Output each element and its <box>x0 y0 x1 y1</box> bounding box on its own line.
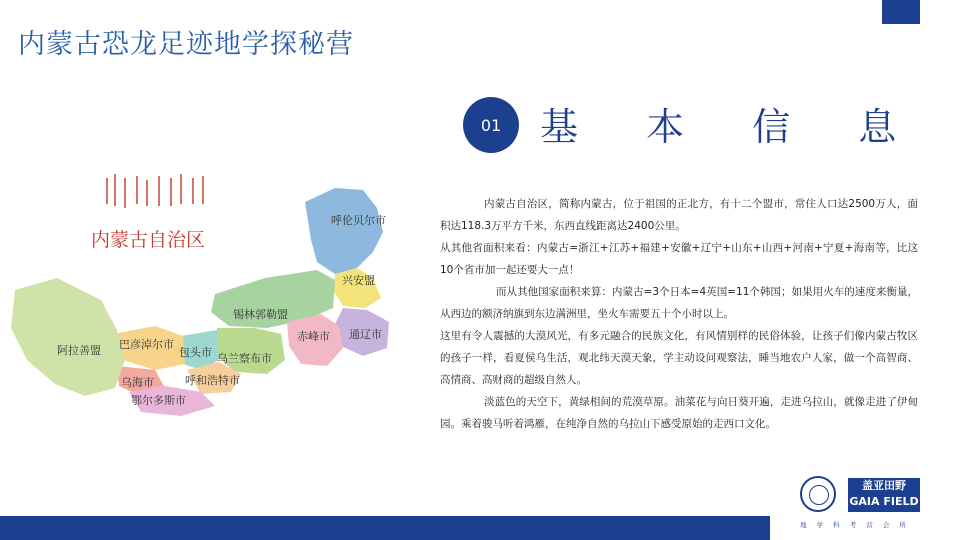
label-ordos: 鄂尔多斯市 <box>131 394 186 407</box>
mongolian-script-decoration <box>107 174 203 208</box>
section-heading: 基 本 信 息 <box>540 105 925 149</box>
label-xingan: 兴安盟 <box>342 274 375 287</box>
logo-name-cn: 盖亚田野 <box>862 479 906 492</box>
label-chifeng: 赤峰市 <box>297 330 330 343</box>
label-bayannur: 巴彦淖尔市 <box>119 338 174 351</box>
paragraph-scenery: 淡蓝色的天空下，黄绿相间的荒漠草原。油菜花与向日葵开遍，走进乌拉山，就像走进了伊甸园。乘着骏马听着鸿雁，在纯净自然的乌拉山下感受原始的走西口文化。 <box>440 396 918 430</box>
paragraph-culture: 这里有令人震撼的大漠风光，有多元融合的民族文化，有风情别样的民俗体验，让孩子们像内蒙古牧区的孩子一样，看夏侯乌生活，观北纬天漠天象，学主动设问观察法，睡当地农户人家，做一个高智商、高情商、高财商的超级自然人。 <box>440 330 918 386</box>
inner-mongolia-map <box>5 160 415 420</box>
slide-title: 内蒙古恐龙足迹地学探秘营 <box>18 29 354 60</box>
region-alxa <box>11 278 125 396</box>
paragraph-overview: 内蒙古自治区，简称内蒙古，位于祖国的正北方，有十二个盟市，常住人口达2500万人，面积达118.3万平方千米，东西直线距离达2400公里。 <box>440 198 918 232</box>
bottom-bar <box>0 516 770 540</box>
region-hulunbuir <box>305 188 383 274</box>
label-alxa: 阿拉善盟 <box>57 344 101 357</box>
map-region-label: 内蒙古自治区 <box>91 229 206 251</box>
logo-name-en: GAIA FIELD <box>849 495 919 508</box>
label-hulunbuir: 呼伦贝尔市 <box>331 214 386 227</box>
label-hohhot: 呼和浩特市 <box>185 374 240 387</box>
label-wuhai: 乌海市 <box>121 376 154 389</box>
section-number-badge: 01 <box>463 97 519 153</box>
label-tongliao: 通辽市 <box>349 328 382 341</box>
gaia-field-logo <box>798 476 928 538</box>
logo-wordmark <box>848 478 920 512</box>
corner-tab <box>882 0 920 24</box>
emblem-icon <box>800 476 836 512</box>
label-baotou: 包头市 <box>179 346 212 359</box>
label-xilingol: 锡林郭勒盟 <box>233 308 288 321</box>
info-text <box>440 193 918 435</box>
label-ulanqab: 乌兰察布市 <box>217 352 272 365</box>
paragraph-province-compare: 从其他省面积来看：内蒙古=浙江+江苏+福建+安徽+辽宁+山东+山西+河南+宁夏+海南等，比这10个省市加一起还要大一点！ <box>440 242 918 276</box>
paragraph-country-compare: 而从其他国家面积来算：内蒙古=3个日本=4英国=11个韩国；如果用火车的速度来衡量，从西边的额济纳旗到东边满洲里，坐火车需要五十个小时以上。 <box>440 286 918 320</box>
logo-tagline: 地 学 科 考 营 会 所 <box>800 521 910 529</box>
